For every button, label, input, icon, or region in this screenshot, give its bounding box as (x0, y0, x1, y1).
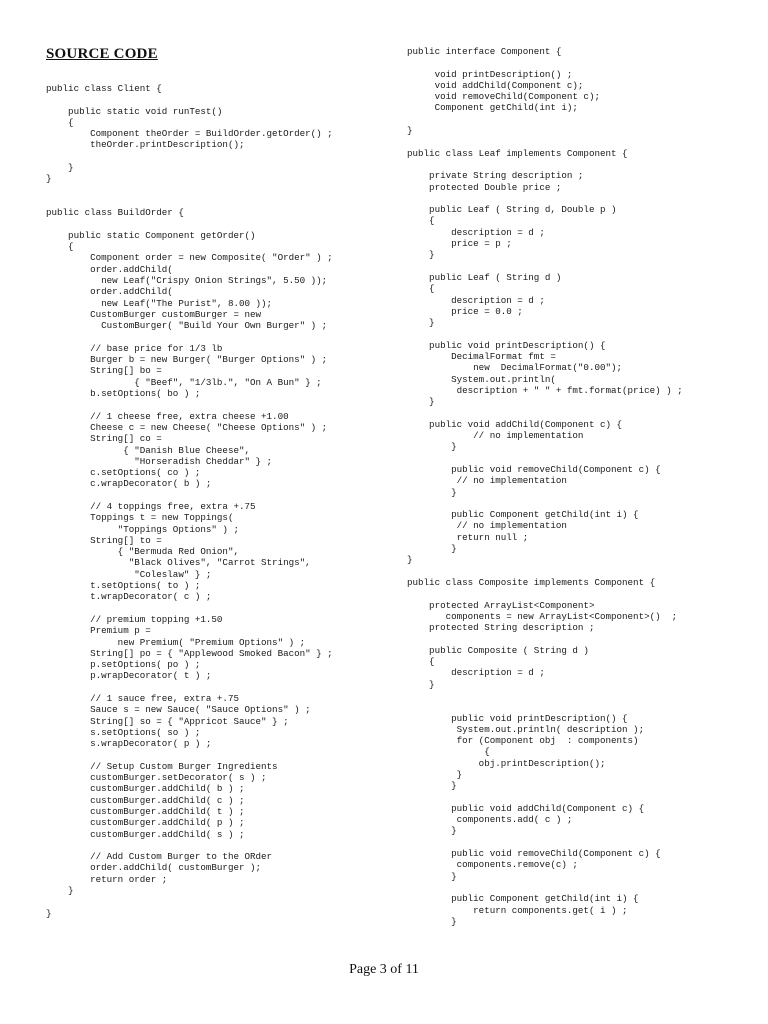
page-number: Page 3 of 11 (349, 962, 419, 977)
section-heading: SOURCE CODE (46, 46, 158, 62)
code-listing-right: public interface Component { void printDescription() ; void addChild(Component c); void removeChild(Component c); Component getChild(int i); } public class Leaf implements Component { private String description ; protected Double price ; public Leaf ( String d, Double p ) { description = d ; price = p ; } public Leaf ( String d ) { description = d ; price = 0.0 ; } public void printDescription() { DecimalFormat fmt = new DecimalFormat("0.00"); System.out.println( description + " " + fmt.format(price) ) ; } public void addChild(Component c) { // no implementation } public void removeChild(Component c) { // no implementation } public Component getChild(int i) { // no implementation return null ; } } public class Composite implements Component { protected ArrayList<Component> components = new ArrayList<Component>() ; protected String description ; public Composite ( String d ) { description = d ; } public void printDescription() { System.out.println( description ); for (Component obj : components) { obj.printDescription(); } } public void addChild(Component c) { components.add( c ) ; } public void removeChild(Component c) { components.remove(c) ; } public Component getChild(int i) { return components.get( i ) ; } (407, 46, 683, 927)
code-listing-left: public class Client { public static void runTest() { Component theOrder = BuildOrder.getOrder() ; theOrder.printDescription(); } } public class BuildOrder { public static Component getOrder() { Component order = new Composite( "Order" ) ; order.addChild( new Leaf("Crispy Onion Strings", 5.50 )); order.addChild( new Leaf("The Purist", 8.00 )); CustomBurger customBurger = new CustomBurger( "Build Your Own Burger" ) ; // base price for 1/3 lb Burger b = new Burger( "Burger Options" ) ; String[] bo = { "Beef", "1/3lb.", "On A Bun" } ; b.setOptions( bo ) ; // 1 cheese free, extra cheese +1.00 Cheese c = new Cheese( "Cheese Options" ) ; String[] co = { "Danish Blue Cheese", "Horseradish Cheddar" } ; c.setOptions( co ) ; c.wrapDecorator( b ) ; // 4 toppings free, extra +.75 Toppings t = new Toppings( "Toppings Options" ) ; String[] to = { "Bermuda Red Onion", "Black Olives", "Carrot Strings", "Coleslaw" } ; t.setOptions( to ) ; t.wrapDecorator( c ) ; // premium topping +1.50 Premium p = new Premium( "Premium Options" ) ; String[] po = { "Applewood Smoked Bacon" } ; p.setOptions( po ) ; p.wrapDecorator( t ) ; // 1 sauce free, extra +.75 Sauce s = new Sauce( "Sauce Options" ) ; String[] so = { "Appricot Sauce" } ; s.setOptions( so ) ; s.wrapDecorator( p ) ; // Setup Custom Burger Ingredients customBurger.setDecorator( s ) ; customBurger.addChild( b ) ; customBurger.addChild( c ) ; customBurger.addChild( t ) ; customBurger.addChild( p ) ; customBurger.addChild( s ) ; // Add Custom Burger to the ORder order.addChild( customBurger ); return order ; } } (46, 83, 333, 919)
